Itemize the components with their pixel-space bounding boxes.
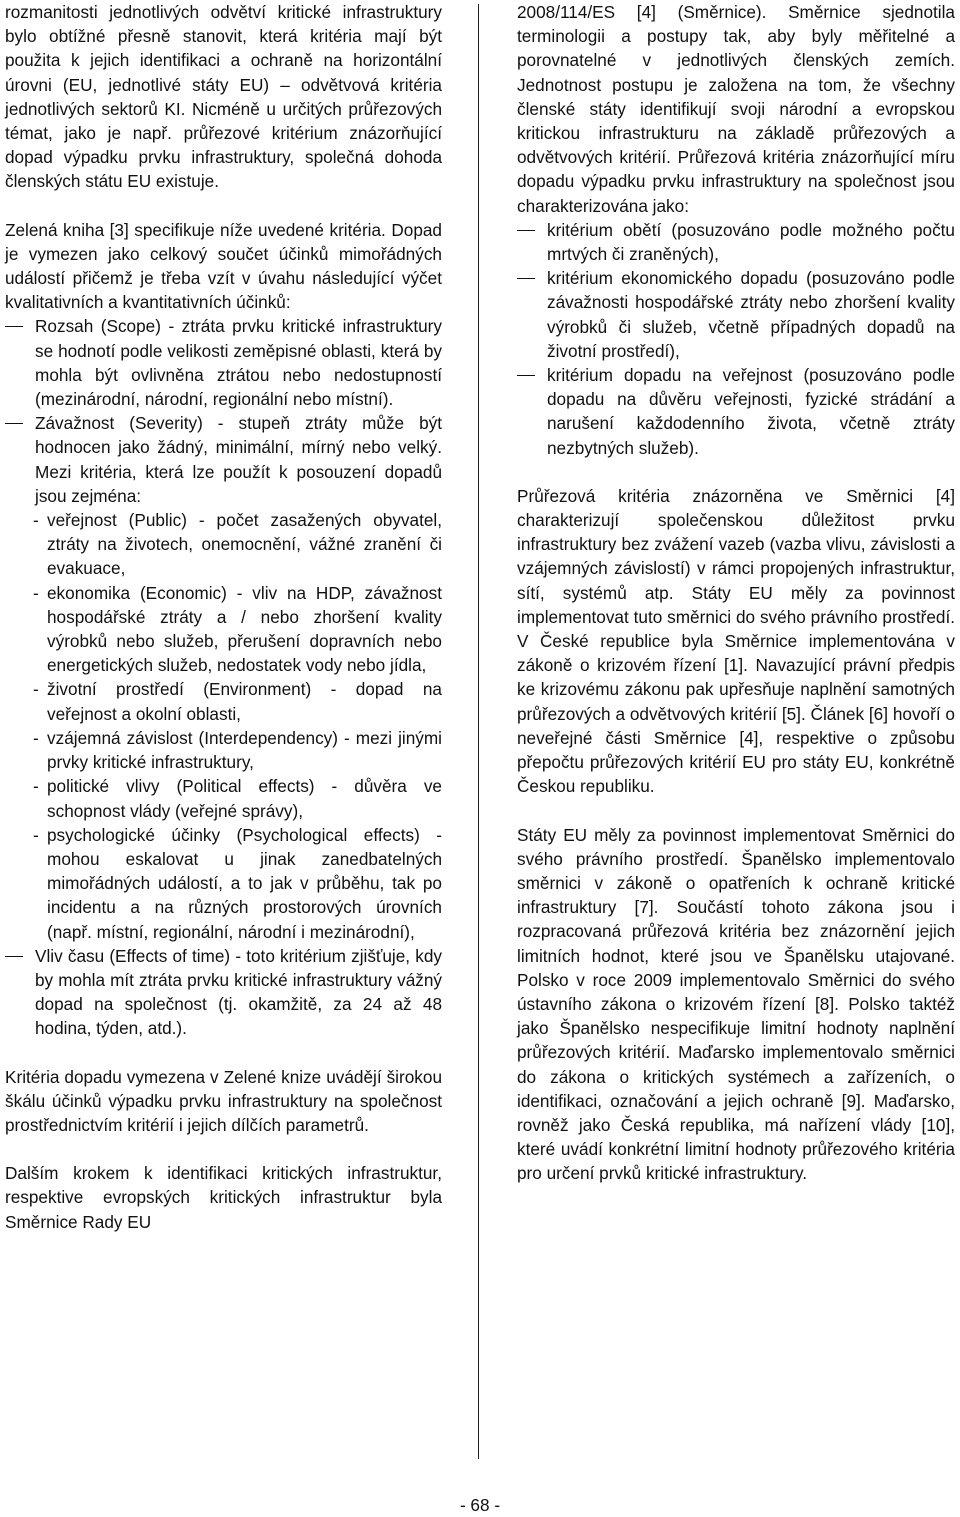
left-paragraph-4: Dalším krokem k identifikaci kritických infrastruktur, respektive evropských kritických infrastruktur byla Směrnice Rady EU: [5, 1163, 442, 1232]
left-paragraph-1: rozmanitosti jednotlivých odvětví kritické infrastruktury bylo obtížné přesně stanovit, která kritéria mají být použita k jejich identifikaci a ochraně na horizontální úrovni (EU, jednotlivé státy EU) – odvětvová kritéria jednotlivých sektorů KI. Nicméně u určitých průřezových témat, jako je např. průřezové kritérium znázorňující dopad výpadku prvku infrastruktury, společná dohoda členských státu EU existuje.: [5, 2, 442, 192]
sublist-item-economic: - ekonomika (Economic) - vliv na HDP, závažnost hospodářské ztráty a / nebo zhoršení kvality výrobků nebo služeb, přerušení dopravních nebo energetických služeb, nedostatek vody nebo jídla,: [5, 581, 442, 678]
sublist-item-environment: - životní prostředí (Environment) - dopad na veřejnost a okolní oblasti,: [5, 677, 442, 725]
list-item-economic-effect: kritérium ekonomického dopadu (posuzováno podle závažnosti hospodářské ztráty nebo zhoršení kvality výrobků či služeb, včetně případných dopadů na životní prostředí),: [517, 266, 955, 363]
list-item-public-effect: kritérium dopadu na veřejnost (posuzováno podle dopadu na důvěru veřejnosti, fyzické strádání a narušení každodenního života, včetně ztráty nezbytných služeb).: [517, 363, 955, 460]
cross-cutting-criteria-list: [517, 218, 955, 460]
list-item-casualties: kritérium obětí (posuzováno podle možného počtu mrtvých či zraněných),: [517, 218, 955, 266]
page-number: - 68 -: [459, 1495, 501, 1515]
left-paragraph-2: Zelená kniha [3] specifikuje níže uvedené kritéria. Dopad je vymezen jako celkový součet účinků mimořádných událostí přičemž je třeba vzít v úvahu následující výčet kvalitativních a kvantitativních účinků:: [5, 219, 442, 313]
sublist-item-political: - politické vlivy (Political effects) - důvěra ve schopnost vlády (veřejné správy),: [5, 774, 442, 822]
column-divider: [478, 4, 479, 1459]
severity-text: Závažnost (Severity) - stupeň ztráty může být hodnocen jako žádný, minimální, mírný nebo velký. Mezi kritéria, která lze použít k posouzení dopadů jsou zejména:: [35, 413, 442, 506]
right-paragraph-1: 2008/114/ES [4] (Směrnice). Směrnice sjednotila terminologii a postupy tak, aby byly měřitelné a porovnatelné v jednotlivých členských zemích. Jednotnost postupu je založena na tom, že všechny členské státy identifikují svoji národní a evropskou kritickou infrastrukturu na základě průřezových a odvětvových kritérií. Průřezová kritéria znázorňující míru dopadu výpadku prvku infrastruktury na společnost jsou charakterizována jako:: [517, 2, 955, 216]
right-column: [517, 0, 955, 1186]
severity-sublist: [5, 508, 442, 944]
sublist-item-interdependency: - vzájemná závislost (Interdependency) - mezi jinými prvky kritické infrastruktury,: [5, 726, 442, 774]
impact-criteria-list: [5, 314, 442, 1040]
right-paragraph-3: Státy EU měly za povinnost implementovat Směrnici do svého právního prostředí. Španělsko implementovalo směrnici v zákoně o opatřeních k ochraně kritické infrastruktury [7]. Součástí tohoto zákona jsou i rozpracovaná průřezová kritéria bez znázornění jejich limitních hodnot, které jsou ve Španělsku utajované. Polsko v roce 2009 implementovalo Směrnici do svého ústavního zákona o krizovém řízení [8]. Polsko taktéž jako Španělsko nespecifikuje limitní hodnoty naplnění průřezových kritérií. Maďarsko implementovalo směrnici do zákona o kritických systémech a zařízeních, o identifikaci, označování a jejich ochraně [9]. Maďarsko, rovněž jako Česká republika, má nařízení vlády [10], které uvádí konkrétní limitní hodnoty průřezového kritéria pro určení prvků kritické infrastruktury.: [517, 824, 955, 1184]
right-paragraph-2: Průřezová kritéria znázorněna ve Směrnici [4] charakterizují společenskou důležitost prvku infrastruktury bez zvážení vazeb (vazba vlivu, závislosti a vzájemných závislostí) v rámci propojených infrastruktur, sítí, systémů atp. Státy EU měly za povinnost implementovat tuto směrnici do svého právního prostředí. V České republice byla Směrnice implementována v zákoně o krizovém řízení [1]. Navazující právní předpis ke krizovému zákonu pak upřesňuje naplnění samotných průřezových a odvětvových kritérií [5]. Článek [6] hovoří o neveřejné části Směrnice [4], respektive o způsobu přepočtu průřezových kritérií EU pro státy EU, konkrétně Českou republiku.: [517, 485, 955, 797]
sublist-item-public: - veřejnost (Public) - počet zasažených obyvatel, ztráty na životech, onemocnění, vážné zranění či evakuace,: [5, 508, 442, 581]
left-column: [5, 0, 442, 1234]
list-item-time: Vliv času (Effects of time) - toto kritérium zjišťuje, kdy by mohla mít ztráta prvku kritické infrastruktury vážný dopad na společnost (tj. okamžitě, za 24 až 48 hodina, týden, atd.).: [5, 944, 442, 1041]
list-item-scope: Rozsah (Scope) - ztráta prvku kritické infrastruktury se hodnotí podle velikosti zeměpisné oblasti, která by mohla být ovlivněna ztrátou nebo nedostupností (mezinárodní, národní, regionální nebo místní).: [5, 314, 442, 411]
sublist-item-psychological: - psychologické účinky (Psychological effects) - mohou eskalovat u jinak zanedbatelných mimořádných událostí, a to jak v průběhu, tak po incidentu a na různých prostorových úrovních (např. místní, regionální, národní i mezinárodní),: [5, 823, 442, 944]
list-item-severity: [5, 411, 442, 943]
left-paragraph-3: Kritéria dopadu vymezena v Zelené knize uvádějí širokou škálu účinků výpadku prvku infrastruktury na společnost prostřednictvím kritérií i jejich dílčích parametrů.: [5, 1066, 442, 1135]
